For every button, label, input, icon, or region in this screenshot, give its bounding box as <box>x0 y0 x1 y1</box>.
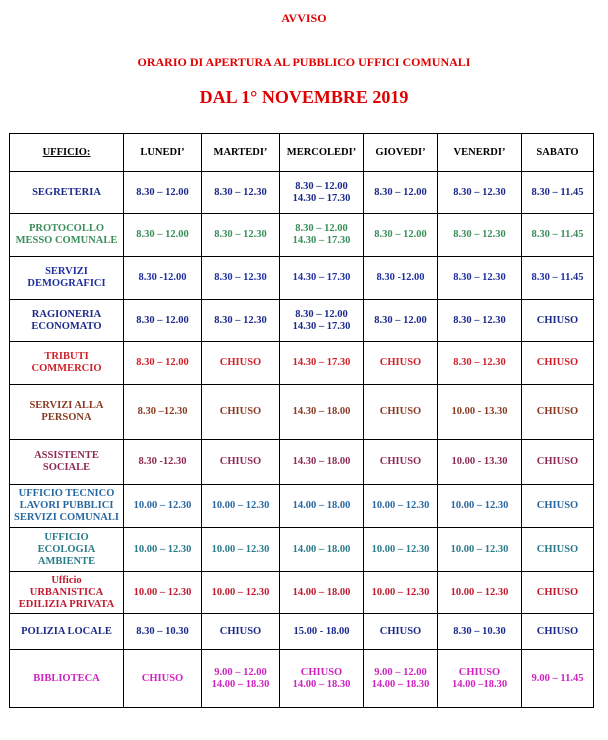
hours-cell: 15.00 - 18.00 <box>280 614 364 650</box>
notice-title: ORARIO DI APERTURA AL PUBBLICO UFFICI COMUNALI <box>137 55 471 69</box>
office-name-ecologia-ambiente: UFFICIO ECOLOGIA AMBIENTE <box>10 528 124 572</box>
notice-date: DAL 1° NOVEMBRE 2019 <box>199 87 409 107</box>
table-row <box>10 440 594 485</box>
hours-cell: CHIUSO <box>522 300 594 342</box>
hours-cell: 14.00 – 18.00 <box>280 528 364 572</box>
table-row <box>10 572 594 614</box>
hours-cell: 10.00 – 12.30 <box>438 528 522 572</box>
hours-cell: CHIUSO <box>522 342 594 385</box>
hours-cell: CHIUSO <box>202 614 280 650</box>
table-row <box>10 172 594 214</box>
hours-cell: 8.30 – 12.00 14.30 – 17.30 <box>280 300 364 342</box>
hours-cell: 8.30 – 12.30 <box>438 342 522 385</box>
hours-cell: CHIUSO <box>364 440 438 485</box>
hours-cell: 8.30 -12.30 <box>124 440 202 485</box>
table-row <box>10 300 594 342</box>
hours-cell: CHIUSO <box>202 440 280 485</box>
header-wednesday: MERCOLEDI’ <box>280 134 364 172</box>
hours-cell: 14.30 – 17.30 <box>280 342 364 385</box>
hours-cell: 8.30 – 10.30 <box>124 614 202 650</box>
header-monday: LUNEDI’ <box>124 134 202 172</box>
hours-cell: 10.00 – 12.30 <box>202 528 280 572</box>
opening-hours-table <box>9 133 594 708</box>
hours-cell: 14.00 – 18.00 <box>280 485 364 528</box>
hours-cell: CHIUSO <box>124 650 202 708</box>
header-saturday: SABATO <box>522 134 594 172</box>
hours-cell: 10.00 - 13.30 <box>438 440 522 485</box>
office-name-urbanistica: Ufficio URBANISTICA EDILIZIA PRIVATA <box>10 572 124 614</box>
header-tuesday: MARTEDI’ <box>202 134 280 172</box>
table-header-row <box>10 134 594 172</box>
hours-cell: 8.30 -12.00 <box>124 257 202 300</box>
hours-cell: 10.00 – 12.30 <box>202 485 280 528</box>
hours-cell: 10.00 – 12.30 <box>364 485 438 528</box>
hours-cell: 10.00 – 12.30 <box>124 528 202 572</box>
hours-cell: 8.30 – 12.00 <box>124 172 202 214</box>
table-row <box>10 214 594 257</box>
hours-cell: 8.30 – 11.45 <box>522 257 594 300</box>
hours-cell: 10.00 - 13.30 <box>438 385 522 440</box>
hours-cell: 8.30 – 12.00 <box>124 342 202 385</box>
hours-cell: 9.00 – 12.00 14.00 – 18.30 <box>364 650 438 708</box>
hours-cell: 8.30 – 12.30 <box>202 300 280 342</box>
hours-cell: CHIUSO <box>522 385 594 440</box>
table-row <box>10 257 594 300</box>
table-row <box>10 342 594 385</box>
hours-cell: CHIUSO <box>202 342 280 385</box>
hours-cell: 14.30 – 18.00 <box>280 440 364 485</box>
office-name-ufficio-tecnico: UFFICIO TECNICO LAVORI PUBBLICI SERVIZI COMUNALI <box>10 485 124 528</box>
hours-cell: 8.30 – 12.00 <box>364 300 438 342</box>
hours-cell: CHIUSO 14.00 – 18.30 <box>280 650 364 708</box>
hours-cell: CHIUSO <box>522 440 594 485</box>
hours-cell: 8.30 -12.00 <box>364 257 438 300</box>
hours-cell: CHIUSO <box>364 614 438 650</box>
office-name-biblioteca: BIBLIOTECA <box>10 650 124 708</box>
table-row <box>10 485 594 528</box>
hours-cell: CHIUSO <box>364 342 438 385</box>
hours-cell: 8.30 – 11.45 <box>522 172 594 214</box>
hours-cell: 8.30 – 12.30 <box>202 214 280 257</box>
hours-cell: 8.30 – 12.00 <box>364 172 438 214</box>
hours-cell: 8.30 – 12.00 <box>124 300 202 342</box>
table-row <box>10 650 594 708</box>
office-name-segreteria: SEGRETERIA <box>10 172 124 214</box>
hours-cell: 10.00 – 12.30 <box>364 572 438 614</box>
hours-cell: CHIUSO <box>522 485 594 528</box>
hours-cell: 14.00 – 18.00 <box>280 572 364 614</box>
office-name-protocollo: PROTOCOLLO MESSO COMUNALE <box>10 214 124 257</box>
office-name-tributi: TRIBUTI COMMERCIO <box>10 342 124 385</box>
hours-cell: CHIUSO <box>522 614 594 650</box>
hours-cell: CHIUSO 14.00 –18.30 <box>438 650 522 708</box>
table-row <box>10 614 594 650</box>
hours-cell: 14.30 – 18.00 <box>280 385 364 440</box>
hours-cell: CHIUSO <box>522 572 594 614</box>
hours-cell: 8.30 – 12.30 <box>438 214 522 257</box>
hours-cell: 10.00 – 12.30 <box>202 572 280 614</box>
notice-label: AVVISO <box>281 11 327 25</box>
hours-cell: 8.30 – 12.00 14.30 – 17.30 <box>280 172 364 214</box>
office-name-ragioneria: RAGIONERIA ECONOMATO <box>10 300 124 342</box>
office-name-assistente-sociale: ASSISTENTE SOCIALE <box>10 440 124 485</box>
hours-cell: 8.30 – 12.00 14.30 – 17.30 <box>280 214 364 257</box>
header-friday: VENERDI’ <box>438 134 522 172</box>
table-row <box>10 385 594 440</box>
header-office: UFFICIO: <box>10 134 124 172</box>
hours-cell: 9.00 – 11.45 <box>522 650 594 708</box>
hours-cell: 8.30 – 11.45 <box>522 214 594 257</box>
hours-cell: 10.00 – 12.30 <box>364 528 438 572</box>
hours-cell: 14.30 – 17.30 <box>280 257 364 300</box>
hours-cell: CHIUSO <box>364 385 438 440</box>
hours-cell: 8.30 – 12.30 <box>202 172 280 214</box>
hours-cell: CHIUSO <box>522 528 594 572</box>
hours-cell: 10.00 – 12.30 <box>438 572 522 614</box>
hours-cell: 8.30 – 12.00 <box>364 214 438 257</box>
office-name-polizia-locale: POLIZIA LOCALE <box>10 614 124 650</box>
hours-cell: CHIUSO <box>202 385 280 440</box>
hours-cell: 10.00 – 12.30 <box>124 485 202 528</box>
hours-cell: 8.30 – 12.00 <box>124 214 202 257</box>
hours-cell: 8.30 – 12.30 <box>438 300 522 342</box>
hours-cell: 9.00 – 12.00 14.00 – 18.30 <box>202 650 280 708</box>
hours-cell: 10.00 – 12.30 <box>438 485 522 528</box>
hours-cell: 8.30 – 10.30 <box>438 614 522 650</box>
office-name-servizi-demografici: SERVIZI DEMOGRAFICI <box>10 257 124 300</box>
table-row <box>10 528 594 572</box>
hours-cell: 8.30 – 12.30 <box>202 257 280 300</box>
hours-cell: 10.00 – 12.30 <box>124 572 202 614</box>
office-name-servizi-persona: SERVIZI ALLA PERSONA <box>10 385 124 440</box>
header-thursday: GIOVEDI’ <box>364 134 438 172</box>
hours-cell: 8.30 – 12.30 <box>438 172 522 214</box>
hours-cell: 8.30 –12.30 <box>124 385 202 440</box>
hours-cell: 8.30 – 12.30 <box>438 257 522 300</box>
